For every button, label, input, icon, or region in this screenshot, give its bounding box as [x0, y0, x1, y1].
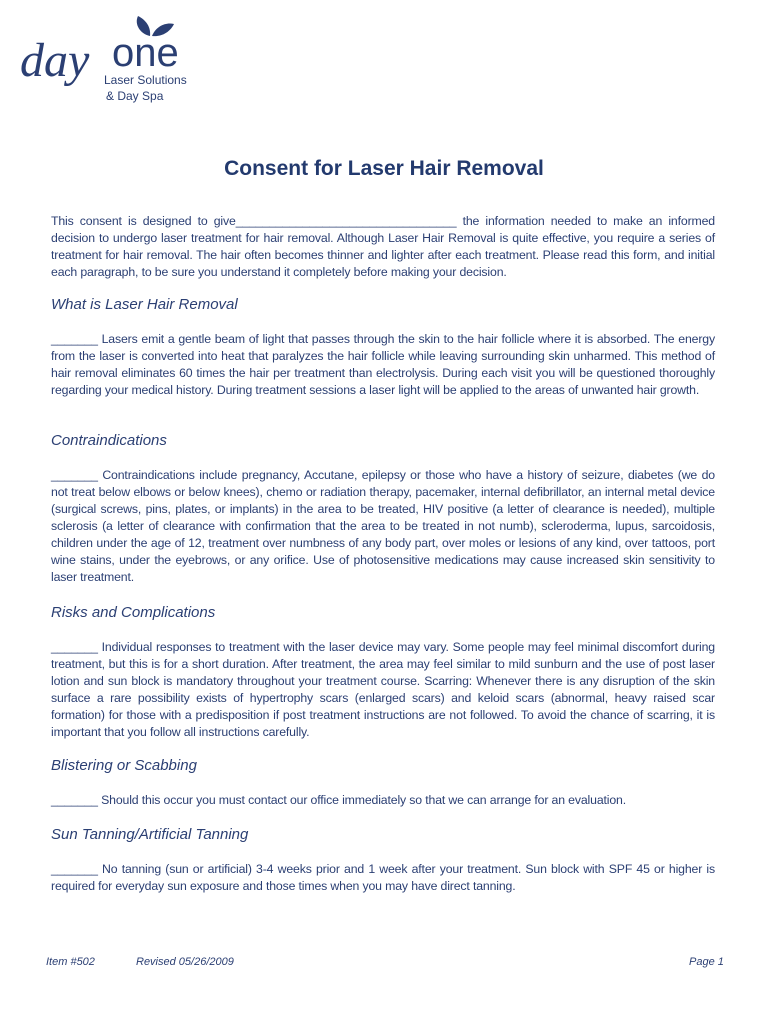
logo-graphic	[20, 14, 220, 106]
section-text-sun-tanning: _______ No tanning (sun or artificial) 3-4 weeks prior and 1 week after your treatment. Sun block with SPF 45 or higher is required for everyday sun exposure and those times when you may have direct tanning.	[51, 862, 715, 893]
tagline-line2: & Day Spa	[106, 89, 164, 103]
footer-page-number: Page 1	[689, 956, 724, 968]
section-heading-risks: Risks and Complications	[51, 604, 216, 621]
section-heading-blistering: Blistering or Scabbing	[51, 757, 197, 774]
footer-revised-date: Revised 05/26/2009	[136, 956, 234, 968]
brand-day: day	[20, 34, 90, 87]
section-heading-contraindications: Contraindications	[51, 432, 167, 449]
section-heading-what-is: What is Laser Hair Removal	[51, 296, 238, 313]
brand-one: one	[112, 31, 179, 75]
company-logo	[20, 14, 220, 106]
footer-item-number: Item #502	[46, 956, 95, 968]
tagline-line1: Laser Solutions	[104, 73, 187, 87]
section-text-blistering: _______ Should this occur you must contact our office immediately so that we can arrange for an evaluation.	[51, 793, 626, 807]
page-title: Consent for Laser Hair Removal	[224, 157, 544, 180]
section-heading-sun-tanning: Sun Tanning/Artificial Tanning	[51, 826, 249, 843]
section-text-risks: _______ Individual responses to treatment with the laser device may vary. Some people may feel minimal discomfort during treatment, but this is for a short duration. After treatment, the area may feel similar to mild sunburn and the use of post laser lotion and sun block is mandatory throughout your treatment course. Scarring: Whenever there is any disruption of the skin surface a rare possibility exists of hypertrophy scars (enlarged scars) and keloid scars (abnormal, heavy raised scar formation) for those with a predisposition if post treatment instructions are not followed. To avoid the chance of scarring, it is important that you follow all instructions carefully.	[51, 640, 715, 739]
section-text-contraindications: _______ Contraindications include pregnancy, Accutane, epilepsy or those who have a history of seizure, diabetes (we do not treat below elbows or below knees), chemo or radiation therapy, pacemaker, internal defibrillator, an internal metal device (surgical screws, pins, plates, or implants) in the area to be treated, HIV positive (a letter of clearance is needed), multiple sclerosis (a letter of clearance with confirmation that the area to be treated in not numb), scleroderma, lupus, sarcoidosis, children under the age of 12, treatment over numbness of any body part, over moles or lesions of any kind, over tattoos, port wine stains, under the eyebrows, or any orifice. Use of photosensitive medications may cause increased skin sensitivity to laser treatment.	[51, 468, 715, 584]
section-text-what-is: _______ Lasers emit a gentle beam of light that passes through the skin to the hair follicle where it is absorbed. The energy from the laser is converted into heat that paralyzes the hair follicle while leaving surrounding skin unharmed. This method of hair removal eliminates 60 times the hair per treatment than electrolysis. During each visit you will be questioned thoroughly regarding your medical history. During treatment sessions a laser light will be applied to the areas of unwanted hair growth.	[51, 332, 715, 397]
intro-paragraph: This consent is designed to give_________________________________ the information needed to make an informed decision to undergo laser treatment for hair removal. Although Laser Hair Removal is quite effective, you require a series of treatment for hair removal. The hair often becomes thinner and lighter after each treatment. Please read this form, and initial each paragraph, to be sure you understand it completely before making your decision.	[51, 214, 715, 279]
